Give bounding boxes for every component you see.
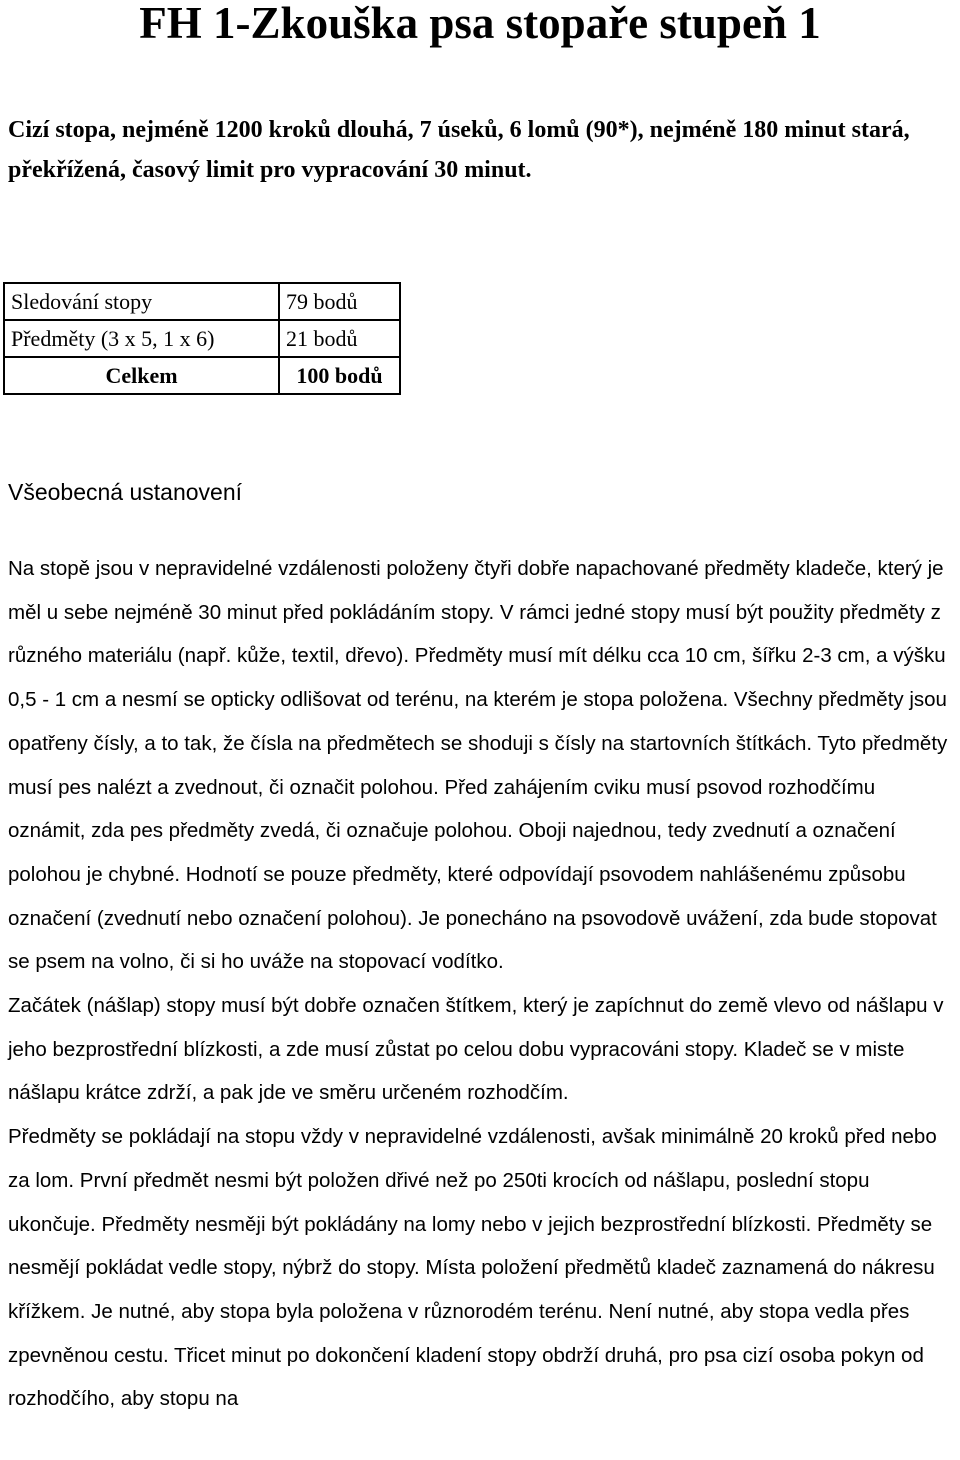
score-points: 21 bodů (279, 320, 400, 357)
total-points: 100 bodů (279, 357, 400, 394)
table-row (4, 320, 400, 357)
body-paragraph: Na stopě jsou v nepravidelné vzdálenosti položeny čtyři dobře napachované předměty kladeče, který je měl u sebe nejméně 30 minut před pokládáním stopy. V rámci jedné stopy musí být použity předměty z různého materiálu (např. kůže, textil, dřevo). Předměty musí mít délku cca 10 cm, šířku 2-3 cm, a výšku 0,5 - 1 cm a nesmí se opticky odlišovat od terénu, na kterém je stopa položena. Všechny předměty jsou opatřeny čísly, a to tak, že čísla na předmětech se shoduji s čísly na startovních štítkách. Tyto předměty musí pes nalézt a zvednout, či označit polohou. Před zahájením cviku musí psovod rozhodčímu oznámit, zda pes předměty zvedá, či označuje polohou. Oboji najednou, tedy zvednutí a označení polohou je chybné. Hodnotí se pouze předměty, které odpovídají psovodem nahlášenému způsobu označení (zvednutí nebo označení polohou). Je ponecháno na psovodově uvážení, zda bude stopovat se psem na volno, či si ho uváže na stopovací vodítko. (8, 557, 948, 974)
score-table (3, 282, 401, 395)
score-label: Sledování stopy (4, 283, 279, 320)
body-text (8, 547, 954, 1421)
intro-paragraph: Cizí stopa, nejméně 1200 kroků dlouhá, 7 úseků, 6 lomů (90*), nejméně 180 minut stará, překřížená, časový limit pro vypracování 30 minut. (8, 117, 910, 183)
score-points: 79 bodů (279, 283, 400, 320)
body-paragraph: Začátek (nášlap) stopy musí být dobře označen štítkem, který je zapíchnut do země vlevo od nášlapu v jeho bezprostřední blízkosti, a zde musí zůstat po celou dobu vypracováni stopy. Kladeč se v miste nášlapu krátce zdrží, a pak jde ve směru určeném rozhodčím. (8, 994, 944, 1105)
page-title: FH 1-Zkouška psa stopaře stupeň 1 (139, 0, 821, 48)
body-paragraph: Předměty se pokládají na stopu vždy v nepravidelné vzdálenosti, avšak minimálně 20 kroků před nebo za lom. První předmět nesmi být položen dřivé než po 250ti krocích od nášlapu, poslední stopu ukončuje. Předměty nesměji být pokládány na lomy nebo v jejich bezprostřední blízkosti. Předměty se nesmějí pokládat vedle stopy, nýbrž do stopy. Místa položení předmětů kladeč zaznamená do nákresu křížkem. Je nutné, aby stopa byla položena v různorodém terénu. Není nutné, aby stopa vedla přes zpevněnou cestu. Třicet minut po dokončení kladení stopy obdrží druhá, pro psa cizí osoba pokyn od rozhodčího, aby stopu na (8, 1125, 937, 1411)
score-label: Předměty (3 x 5, 1 x 6) (4, 320, 279, 357)
table-row (4, 283, 400, 320)
table-row-total (4, 357, 400, 394)
section-heading: Všeobecná ustanovení (8, 479, 243, 505)
total-label: Celkem (4, 357, 279, 394)
